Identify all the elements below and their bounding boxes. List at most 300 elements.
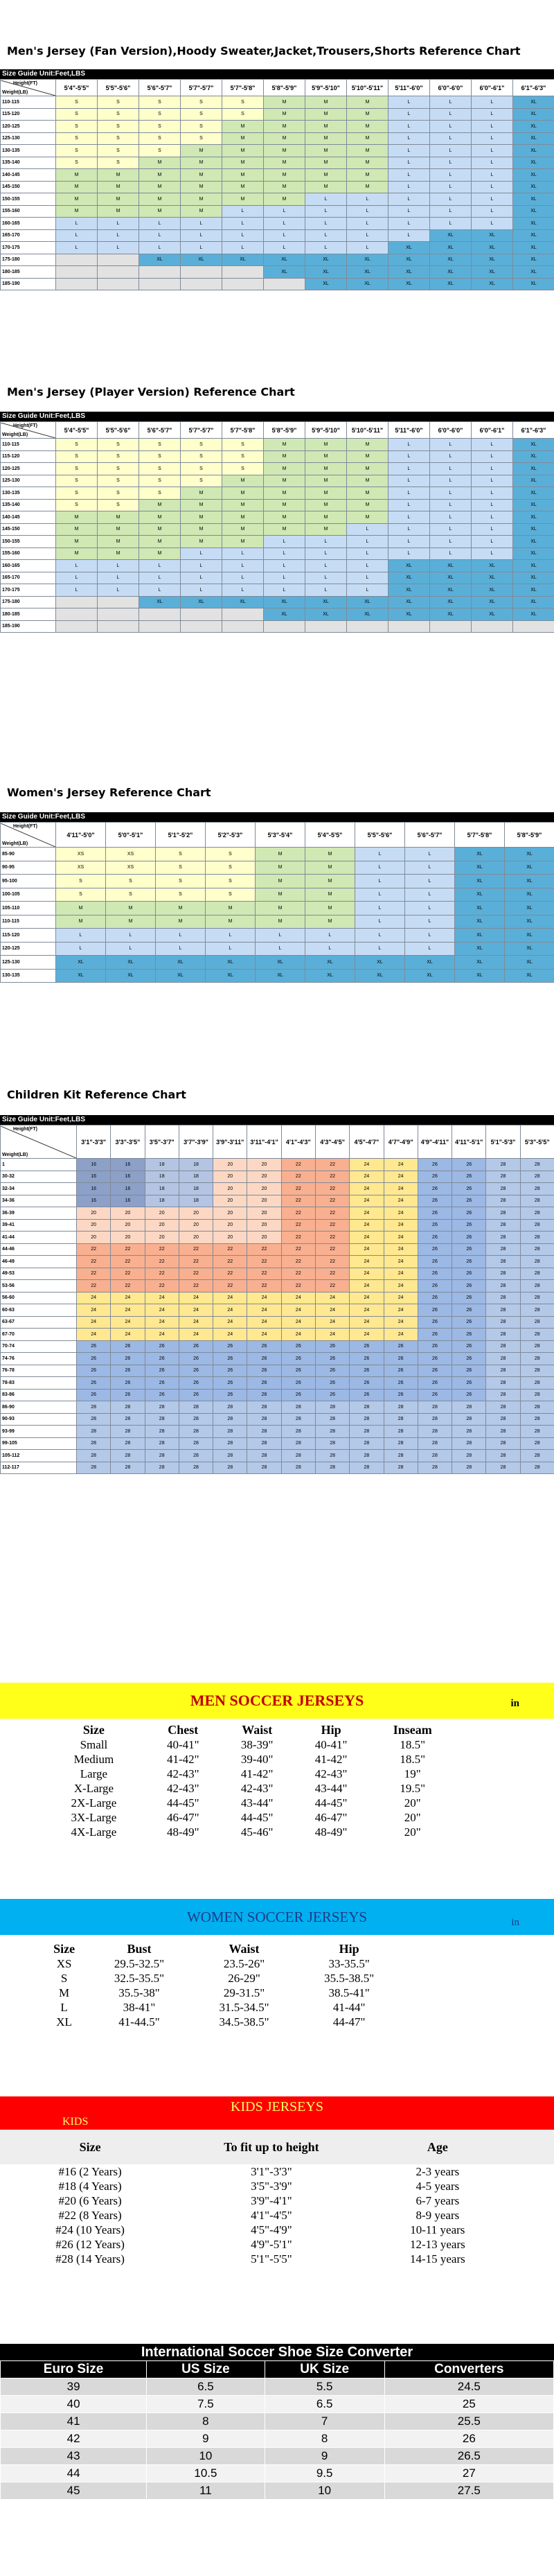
size-cell: L [139, 242, 181, 254]
weight-cell: 135-140 [1, 157, 56, 169]
size-cell: L [181, 560, 222, 572]
size-cell: L [222, 547, 264, 560]
size-cell: XL [139, 254, 181, 266]
table-row [1, 888, 554, 902]
table-cell: 18.5" [400, 1737, 426, 1751]
size-cell: M [305, 439, 347, 451]
size-cell: M [181, 487, 222, 500]
size-cell: L [472, 499, 513, 511]
height-header: 5'8"-5'9" [505, 823, 554, 848]
size-cell: 26 [315, 1365, 349, 1377]
column-header: To fit up to height [224, 2139, 319, 2154]
table-cell: 23.5-26" [223, 1956, 265, 1970]
size-cell: XL [388, 278, 430, 290]
size-cell: 24 [384, 1256, 418, 1268]
size-cell [98, 608, 139, 621]
size-cell: XL [455, 848, 505, 861]
table-row [1, 1437, 554, 1450]
size-cell: 28 [111, 1426, 145, 1438]
size-cell: M [305, 96, 347, 109]
header-row [42, 1942, 402, 1956]
size-cell: XL [513, 499, 554, 511]
size-cell: 28 [520, 1450, 554, 1462]
size-cell: M [98, 536, 139, 548]
size-cell: L [181, 218, 222, 230]
table-cell: 7.5 [147, 2396, 265, 2413]
size-cell: 24 [77, 1304, 111, 1317]
size-cell: XL [513, 242, 554, 254]
size-cell: 20 [213, 1159, 247, 1171]
size-cell: L [56, 572, 98, 584]
size-cell: L [106, 929, 156, 943]
table-cell: 3'5"-3'9" [251, 2179, 292, 2193]
height-header: 5'7"-5'8" [222, 80, 264, 96]
size-cell: 20 [247, 1207, 281, 1220]
table-cell: XL [56, 2015, 72, 2029]
size-cell: XL [388, 254, 430, 266]
size-cell: 26 [418, 1232, 452, 1244]
size-cell: M [305, 463, 347, 475]
size-cell: S [56, 463, 98, 475]
size-cell: 26 [418, 1304, 452, 1317]
size-cell: L [98, 560, 139, 572]
weight-cell: 125-130 [1, 132, 56, 145]
size-cell: L [430, 218, 472, 230]
size-cell: 26 [452, 1365, 486, 1377]
size-cell: S [98, 132, 139, 145]
size-cell: M [56, 193, 98, 206]
size-cell: 28 [452, 1413, 486, 1426]
size-cell: 28 [520, 1413, 554, 1426]
size-cell: M [222, 487, 264, 500]
size-cell: 22 [179, 1243, 213, 1256]
size-cell: XL [347, 608, 388, 621]
size-cell: L [305, 560, 347, 572]
size-cell: 28 [486, 1207, 520, 1220]
weight-cell: 95-100 [1, 875, 56, 888]
size-cell: M [347, 439, 388, 451]
size-cell: L [56, 560, 98, 572]
table-row [1, 1171, 554, 1183]
size-cell: 26 [213, 1389, 247, 1401]
size-cell: L [388, 487, 430, 500]
size-cell: M [264, 132, 305, 145]
table-row [1, 1340, 554, 1353]
size-cell: 24 [384, 1268, 418, 1280]
size-cell: 28 [350, 1462, 384, 1474]
size-cell: XL [256, 956, 305, 970]
size-cell: S [98, 108, 139, 121]
size-cell: XL [513, 536, 554, 548]
table-row [1, 956, 554, 970]
size-cell: M [264, 487, 305, 500]
size-cell: M [156, 915, 206, 929]
size-cell: 26 [179, 1353, 213, 1365]
size-cell: 28 [486, 1280, 520, 1293]
table-cell: 46-47" [314, 1810, 348, 1824]
size-cell: 16 [111, 1195, 145, 1207]
corner-cell [1, 422, 56, 439]
size-cell: 28 [111, 1401, 145, 1414]
size-cell: 28 [418, 1413, 452, 1426]
size-cell: M [139, 499, 181, 511]
size-cell: XL [472, 596, 513, 608]
size-cell: L [472, 475, 513, 487]
size-cell: XL [305, 956, 355, 970]
size-cell: 24 [179, 1292, 213, 1304]
size-cell: 28 [247, 1401, 281, 1414]
table-row [1, 1159, 554, 1171]
kids-jerseys-banner [0, 2096, 554, 2130]
size-cell: M [347, 499, 388, 511]
table-row [42, 1956, 402, 1971]
table-cell: 42-43" [167, 1781, 199, 1795]
size-cell: 20 [213, 1183, 247, 1195]
size-cell: S [98, 157, 139, 169]
table-row [1, 1292, 554, 1304]
table-cell: 10.5 [147, 2465, 265, 2482]
size-cell: 26 [418, 1329, 452, 1341]
table-row [1, 475, 554, 487]
size-cell: 28 [315, 1413, 349, 1426]
table-cell: 10 [147, 2448, 265, 2465]
size-cell: XL [305, 608, 347, 621]
size-cell: L [305, 218, 347, 230]
size-cell: 20 [213, 1171, 247, 1183]
size-cell: M [206, 902, 256, 915]
size-cell: XL [305, 254, 347, 266]
size-cell: M [181, 511, 222, 524]
size-cell: 26 [452, 1389, 486, 1401]
size-cell: L [222, 242, 264, 254]
size-cell: 24 [384, 1316, 418, 1329]
size-cell: M [56, 181, 98, 193]
size-cell: L [430, 511, 472, 524]
size-cell: 24 [111, 1292, 145, 1304]
size-cell: XL [106, 969, 156, 983]
size-cell: 28 [486, 1159, 520, 1171]
size-cell: 24 [145, 1329, 179, 1341]
size-cell: 20 [179, 1232, 213, 1244]
size-cell: 28 [179, 1450, 213, 1462]
size-cell: 28 [384, 1450, 418, 1462]
size-cell: S [56, 475, 98, 487]
size-cell: L [305, 547, 347, 560]
table-cell: 41 [1, 2413, 147, 2430]
weight-cell: 175-180 [1, 254, 56, 266]
size-cell: XL [455, 956, 505, 970]
table-row [1, 157, 554, 169]
size-cell: 24 [350, 1219, 384, 1232]
size-cell: 28 [452, 1450, 486, 1462]
table-row [1, 181, 554, 193]
size-cell: L [388, 536, 430, 548]
weight-cell: 76-78 [1, 1365, 77, 1377]
size-cell: L [472, 511, 513, 524]
size-cell: M [264, 157, 305, 169]
table-cell: 4X-Large [71, 1825, 117, 1839]
size-cell: S [98, 450, 139, 463]
size-cell: M [264, 439, 305, 451]
size-cell: 28 [520, 1195, 554, 1207]
size-cell: L [430, 523, 472, 536]
size-cell: 22 [247, 1243, 281, 1256]
men-soccer-unit: in [510, 1698, 519, 1709]
size-cell: 28 [520, 1219, 554, 1232]
size-cell: 22 [179, 1256, 213, 1268]
table-cell: 27.5 [384, 2482, 553, 2500]
table-cell: 38-39" [240, 1737, 274, 1751]
size-cell: XL [513, 157, 554, 169]
table-row [1, 2378, 554, 2396]
size-cell: 24 [384, 1171, 418, 1183]
size-cell: XL [505, 942, 554, 956]
size-cell: L [472, 463, 513, 475]
size-cell: 28 [315, 1437, 349, 1450]
size-cell: L [139, 560, 181, 572]
size-cell: 28 [486, 1377, 520, 1390]
table-cell: S [60, 1971, 68, 1985]
size-cell [181, 608, 222, 621]
table-cell: 31.5-34.5" [219, 2000, 269, 2014]
size-cell: S [98, 439, 139, 451]
table-cell: 3'1"-3'3" [251, 2164, 292, 2178]
size-cell: 22 [247, 1268, 281, 1280]
size-cell: M [139, 547, 181, 560]
weight-cell: 41-44 [1, 1232, 77, 1244]
size-cell: S [56, 157, 98, 169]
size-cell: 28 [315, 1462, 349, 1474]
size-cell: 22 [145, 1256, 179, 1268]
table-cell: 19" [404, 1767, 421, 1780]
size-cell: 28 [179, 1462, 213, 1474]
size-cell: 24 [179, 1329, 213, 1341]
size-cell: 20 [111, 1207, 145, 1220]
size-cell: XL [513, 547, 554, 560]
table-row [1, 969, 554, 983]
size-cell: 18 [179, 1171, 213, 1183]
size-cell: M [264, 523, 305, 536]
size-cell: 26 [281, 1353, 315, 1365]
size-cell: 24 [315, 1304, 349, 1317]
size-cell: XL [347, 596, 388, 608]
size-cell: 28 [350, 1413, 384, 1426]
size-cell: M [56, 902, 106, 915]
size-cell: 28 [452, 1426, 486, 1438]
table-cell: 24.5 [384, 2378, 553, 2396]
height-header: 4'11"-5'1" [452, 1125, 486, 1159]
size-cell: 26 [418, 1365, 452, 1377]
size-cell: 22 [315, 1183, 349, 1195]
height-header: 3'3"-3'5" [111, 1125, 145, 1159]
size-cell: S [98, 463, 139, 475]
size-cell: M [305, 888, 355, 902]
corner-label [1, 823, 55, 847]
size-cell: 18 [145, 1159, 179, 1171]
weight-cell: 125-130 [1, 956, 56, 970]
table-cell: 6.5 [265, 2396, 384, 2413]
size-cell: 26 [213, 1377, 247, 1390]
size-cell: 18 [179, 1195, 213, 1207]
size-cell: L [56, 242, 98, 254]
height-header: 5'4"-5'5" [305, 823, 355, 848]
height-header: 6'0"-6'1" [472, 80, 513, 96]
size-cell: XL [388, 584, 430, 597]
size-cell: 24 [281, 1316, 315, 1329]
weight-cell: 74-76 [1, 1353, 77, 1365]
corner-cell [1, 1125, 77, 1159]
weight-cell: 110-115 [1, 96, 56, 109]
size-cell: 26 [452, 1207, 486, 1220]
height-header: 5'6"-5'7" [139, 422, 181, 439]
size-cell [181, 266, 222, 279]
size-cell: S [222, 439, 264, 451]
size-cell [222, 608, 264, 621]
size-cell: XL [455, 915, 505, 929]
size-cell: 18 [179, 1183, 213, 1195]
weight-cell: 140-145 [1, 511, 56, 524]
size-cell: M [264, 145, 305, 157]
size-cell: 26 [384, 1353, 418, 1365]
table-row [1, 463, 554, 475]
table-cell: 35.5-38.5" [324, 1971, 375, 1985]
size-cell: L [355, 861, 405, 875]
header-row [14, 2130, 499, 2164]
weight-cell: 140-145 [1, 169, 56, 182]
size-cell: S [139, 132, 181, 145]
size-cell: L [388, 511, 430, 524]
size-cell: 28 [111, 1413, 145, 1426]
header-row [42, 1723, 457, 1737]
size-cell [56, 596, 98, 608]
table-cell: 42-43" [167, 1767, 199, 1780]
header-row [1, 1125, 554, 1159]
size-cell: 28 [520, 1365, 554, 1377]
size-cell: M [98, 181, 139, 193]
size-cell: L [472, 145, 513, 157]
size-cell: 28 [486, 1232, 520, 1244]
column-header: UK Size [265, 2361, 384, 2378]
size-cell: 26 [111, 1353, 145, 1365]
size-cell: 26 [452, 1353, 486, 1365]
size-cell: 28 [145, 1401, 179, 1414]
height-header: 5'7"-5'7" [181, 80, 222, 96]
size-cell: L [98, 229, 139, 242]
size-cell: M [222, 511, 264, 524]
size-cell: M [222, 523, 264, 536]
size-cell: 24 [350, 1316, 384, 1329]
size-cell: L [430, 547, 472, 560]
size-cell: S [156, 861, 206, 875]
size-cell: 24 [350, 1280, 384, 1293]
size-cell: M [347, 181, 388, 193]
corner-label [1, 423, 55, 438]
size-cell: 24 [179, 1304, 213, 1317]
size-cell: L [472, 96, 513, 109]
size-cell: L [355, 888, 405, 902]
size-cell: L [388, 157, 430, 169]
size-cell: XL [513, 205, 554, 218]
table-cell: 26 [384, 2430, 553, 2448]
size-cell: XL [505, 888, 554, 902]
height-header: 5'4"-5'5" [56, 80, 98, 96]
size-cell: M [139, 181, 181, 193]
size-cell: 28 [77, 1426, 111, 1438]
table-cell: 48-49" [167, 1825, 199, 1839]
size-cell: 20 [111, 1232, 145, 1244]
weight-cell: 86-90 [1, 1401, 77, 1414]
size-cell: 26 [452, 1292, 486, 1304]
size-cell: L [388, 108, 430, 121]
height-header: 5'9"-5'10" [305, 80, 347, 96]
size-cell [139, 266, 181, 279]
size-cell: XL [430, 254, 472, 266]
size-cell: L [347, 523, 388, 536]
size-cell: 26 [418, 1292, 452, 1304]
table-row [1, 1268, 554, 1280]
table-cell: #28 (14 Years) [55, 2252, 125, 2266]
size-cell: 28 [486, 1437, 520, 1450]
size-cell: XL [305, 278, 347, 290]
size-cell: 28 [384, 1462, 418, 1474]
size-cell: XL [455, 875, 505, 888]
size-cell: L [181, 242, 222, 254]
size-cell: 24 [281, 1329, 315, 1341]
size-cell: L [305, 929, 355, 943]
size-cell: 26 [452, 1256, 486, 1268]
size-cell: M [106, 902, 156, 915]
size-cell: XL [430, 229, 472, 242]
size-cell [56, 608, 98, 621]
size-cell: 26 [418, 1389, 452, 1401]
height-header: 6'0"-6'1" [472, 422, 513, 439]
size-cell: L [106, 942, 156, 956]
table-row [1, 254, 554, 266]
size-cell: 22 [315, 1243, 349, 1256]
size-cell: L [388, 229, 430, 242]
table-row [1, 1365, 554, 1377]
size-cell: 26 [350, 1377, 384, 1390]
size-cell: 22 [315, 1195, 349, 1207]
height-header: 3'5"-3'7" [145, 1125, 179, 1159]
size-cell: L [256, 942, 305, 956]
weight-cell: 160-165 [1, 560, 56, 572]
size-cell: S [206, 875, 256, 888]
size-cell: L [181, 547, 222, 560]
size-cell: XL [513, 560, 554, 572]
size-cell: L [472, 193, 513, 206]
table-row [1, 1183, 554, 1195]
size-cell: M [305, 475, 347, 487]
size-cell: 22 [247, 1256, 281, 1268]
size-cell: XL [513, 475, 554, 487]
size-cell: 28 [213, 1413, 247, 1426]
weight-cell: 170-175 [1, 584, 56, 597]
height-axis-label: Height(FT) [13, 823, 37, 829]
men-soccer-table [42, 1723, 457, 1839]
size-cell: 28 [247, 1462, 281, 1474]
size-cell: 26 [452, 1377, 486, 1390]
size-cell: 28 [486, 1219, 520, 1232]
weight-cell: 30-32 [1, 1171, 77, 1183]
size-cell: M [305, 132, 347, 145]
size-cell: XL [513, 487, 554, 500]
size-cell: M [256, 915, 305, 929]
size-cell: 26 [281, 1377, 315, 1390]
size-cell: 28 [486, 1304, 520, 1317]
size-cell: 24 [315, 1292, 349, 1304]
size-cell: XS [56, 848, 106, 861]
